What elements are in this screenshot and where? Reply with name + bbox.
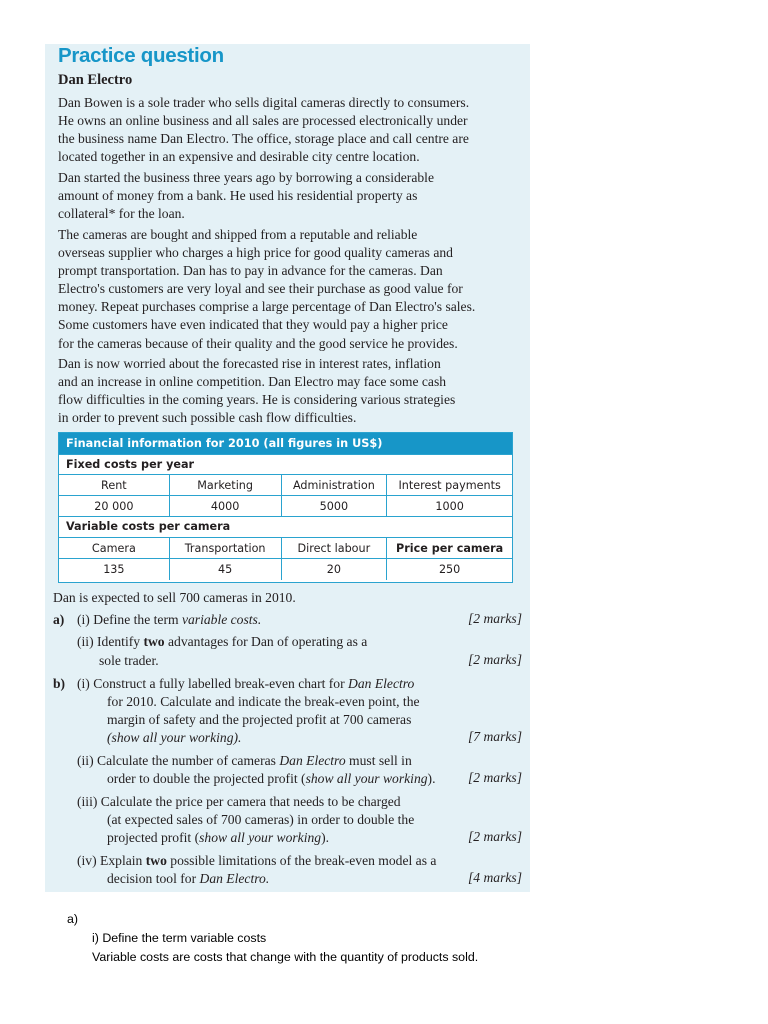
paragraph-line: the business name Dan Electro. The office, storage place and call centre are (58, 131, 469, 147)
table-caption-text: Financial information for 2010 (all figures in US$) (66, 437, 383, 450)
table-header-cell: Transportation (169, 538, 281, 559)
question-b-i-line-2: for 2010. Calculate and indicate the break-even point, the (107, 694, 420, 709)
table-cell: 20 (281, 559, 387, 580)
question-text: possible limitations of the break-even model as a (166, 853, 437, 868)
question-a-label (53, 611, 64, 629)
table-cell: 20 000 (94, 500, 134, 513)
paragraph-line: Electro's customers are very loyal and see their purchase as good value for (58, 281, 463, 297)
table-header-cell: Camera (91, 542, 136, 555)
question-number: (iii) (77, 794, 98, 809)
marks-b-iii: [2 marks] (467, 829, 522, 844)
answer-label: a) (67, 912, 79, 926)
paragraph-line: Dan Bowen is a sole trader who sells digital cameras directly to consumers. (58, 95, 470, 110)
paragraph-line: for the cameras because of their quality and the good service he provides. (58, 335, 458, 351)
question-b-iii-line-2: (at expected sales of 700 cameras) in order to double the (107, 812, 415, 827)
paragraph-line: Dan is now worried about the forecasted rise in interest rates, inflation (58, 356, 441, 371)
financial-information-table (58, 432, 513, 583)
paragraph-line: Some customers have even indicated that they would pay a higher price (58, 317, 448, 333)
marks-a-i: [2 marks] (467, 611, 522, 626)
table-cell: 250 (386, 559, 512, 580)
question-term: Dan Electro (279, 753, 346, 768)
question-b-i-line-3: margin of safety and the projected profit at 700 cameras (107, 712, 412, 727)
table-header-cell: Rent (101, 479, 127, 492)
table-header-cell: Price per camera (386, 538, 512, 559)
fixed-costs-section-header (59, 454, 512, 475)
paragraph-line: The cameras are bought and shipped from a reputable and reliable (58, 227, 418, 242)
question-term: variable costs. (181, 612, 262, 627)
question-term: show all your working (199, 830, 322, 845)
question-b-iv (77, 852, 436, 870)
table-caption (59, 433, 512, 454)
question-b-iii (77, 793, 401, 811)
variable-costs-value-row (59, 558, 512, 580)
question-number: (iv) (77, 853, 97, 868)
question-number: (ii) (77, 634, 94, 649)
practice-question-heading: Practice question (58, 44, 224, 67)
question-b-i-line-4 (107, 729, 241, 747)
paragraph-line: collateral* for the loan. (58, 206, 185, 222)
table-header-cell: Direct labour (281, 538, 387, 559)
paragraph-line: money. Repeat purchases comprise a large percentage of Dan Electro's sales. (58, 299, 476, 315)
question-text: Calculate the number of cameras (97, 753, 280, 768)
paragraph-line: He owns an online business and all sales are processed electronically under (58, 113, 468, 129)
question-letter: b) (53, 676, 66, 691)
variable-costs-section-header (59, 516, 512, 537)
paragraph-line: overseas supplier who charges a high price for good quality cameras and (58, 245, 453, 261)
question-text: Calculate the price per camera that needs to be charged (100, 794, 401, 809)
fixed-costs-title: Fixed costs per year (66, 458, 195, 471)
table-header-cell: Administration (281, 475, 387, 496)
marks-b-i: [7 marks] (467, 729, 522, 744)
table-header-cell: Interest payments (386, 475, 512, 496)
question-text: Define the term (93, 612, 182, 627)
sales-expectation-line: Dan is expected to sell 700 cameras in 2010. (53, 590, 296, 605)
marks-b-iv: [4 marks] (467, 870, 522, 885)
question-text: must sell in (345, 753, 412, 768)
question-b-ii (77, 752, 412, 770)
question-b-ii-line-2 (107, 770, 435, 788)
question-a-ii-line-2: sole trader. (99, 653, 159, 668)
paragraph-line: amount of money from a bank. He used his residential property as (58, 188, 418, 204)
paragraph-line: located together in an expensive and desirable city centre location. (58, 149, 420, 165)
table-cell: 45 (169, 559, 281, 580)
paragraph-line: prompt transportation. Dan has to pay in advance for the cameras. Dan (58, 263, 443, 279)
question-b-iii-line-3 (107, 829, 329, 847)
question-number: (ii) (77, 753, 94, 768)
case-paragraph-1 (58, 94, 469, 166)
question-b-label (53, 675, 65, 693)
answer-question: i) Define the term variable costs (92, 931, 267, 945)
question-number: (i) (77, 612, 90, 627)
question-term: (show all your working). (107, 730, 242, 745)
marks-b-ii: [2 marks] (467, 770, 522, 785)
table-cell: 1000 (386, 496, 512, 517)
question-emphasis: two (143, 634, 165, 649)
variable-costs-title: Variable costs per camera (66, 520, 231, 533)
variable-costs-header-row (59, 537, 512, 559)
question-number: (i) (77, 676, 90, 691)
paragraph-line: flow difficulties in the coming years. He is considering various strategies (58, 392, 456, 408)
question-a-ii (77, 633, 367, 651)
case-paragraph-4 (58, 355, 455, 427)
table-cell: 135 (103, 563, 125, 576)
question-text: decision tool for (107, 871, 200, 886)
paragraph-line: in order to prevent such possible cash flow difficulties. (58, 410, 357, 426)
question-term: Dan Electro. (199, 871, 270, 886)
fixed-costs-value-row (59, 495, 512, 517)
paragraph-line: Dan started the business three years ago by borrowing a considerable (58, 170, 434, 185)
table-cell: 4000 (169, 496, 281, 517)
question-term: show all your working (305, 771, 428, 786)
table-cell: 5000 (281, 496, 387, 517)
answer-text: Variable costs are costs that change with the quantity of products sold. (92, 950, 479, 964)
case-study-title: Dan Electro (58, 72, 133, 88)
question-a-i (77, 611, 261, 629)
marks-a-ii: [2 marks] (467, 652, 522, 667)
paragraph-line: and an increase in online competition. Dan Electro may face some cash (58, 374, 447, 390)
question-emphasis: two (145, 853, 167, 868)
question-text: order to double the projected profit ( (107, 771, 306, 786)
question-b-iv-line-2 (107, 870, 269, 888)
table-header-cell: Marketing (169, 475, 281, 496)
question-letter: a) (53, 612, 65, 627)
question-text: ). (427, 771, 436, 786)
case-paragraph-3 (58, 226, 475, 353)
question-term: Dan Electro (348, 676, 415, 691)
fixed-costs-header-row (59, 474, 512, 496)
question-text: projected profit ( (107, 830, 200, 845)
question-text: ). (321, 830, 330, 845)
question-b-i (77, 675, 414, 693)
question-text: advantages for Dan of operating as a (164, 634, 368, 649)
question-text: Construct a fully labelled break-even chart for (93, 676, 349, 691)
case-paragraph-2 (58, 169, 434, 223)
question-text: Explain (100, 853, 146, 868)
question-text: Identify (97, 634, 144, 649)
